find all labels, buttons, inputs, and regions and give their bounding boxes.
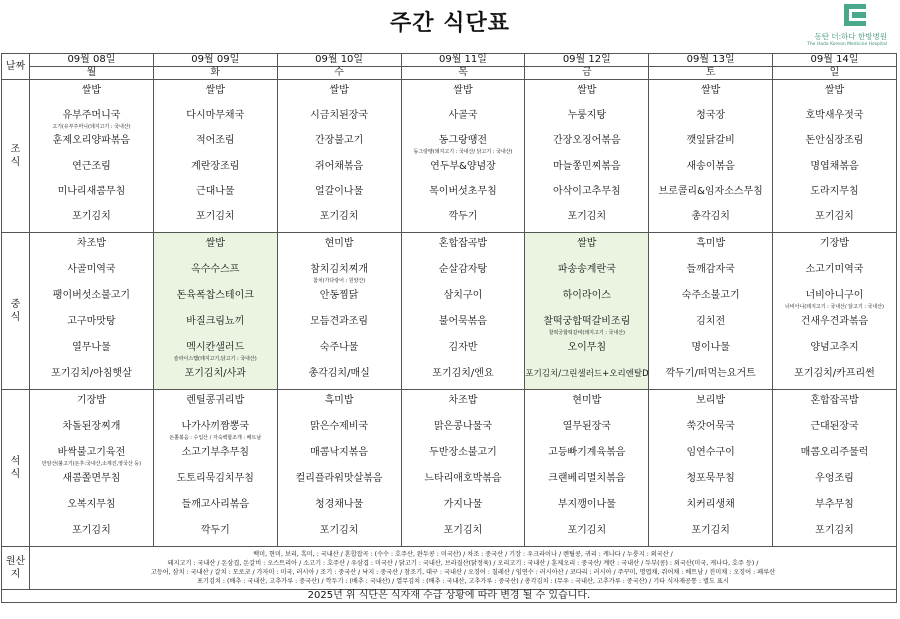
hospital-name-english: The Hada Korean Medicine Hospital — [807, 42, 887, 47]
menu-item: 깍두기/떠먹는요거트 — [665, 368, 756, 379]
menu-item: 쌀밥 — [329, 84, 349, 96]
weekday-cell: 화 — [153, 67, 277, 80]
weekday-cell: 수 — [277, 67, 401, 80]
menu-item: 김치전 — [696, 316, 726, 327]
date-cell: 09월 10일 — [277, 54, 401, 67]
dinner-cell — [30, 390, 154, 547]
hospital-logo — [807, 4, 892, 49]
menu-item: 근대나물 — [195, 186, 235, 197]
menu-item: 흑미밥 — [696, 238, 726, 249]
menu-item: 치커리생채 — [686, 499, 735, 510]
menu-item: 훈제오리양파볶음 — [52, 135, 131, 147]
weekday-cell: 토 — [649, 67, 773, 80]
menu-item: 참치김치찌개 — [310, 264, 369, 275]
origin-line: 백미, 현미, 보리, 흑미, : 국내산 / 혼합잡곡 : (수수 : 호주산, 완두콩 : 미국산) / 차조 : 중국산 / 기장 : 우크라이나 / 렌틸콩, 귀리 : 캐나다 / 누룽지 : 외국산 / — [253, 551, 673, 558]
lunch-cell — [277, 233, 401, 390]
menu-item: 미나리새콤무침 — [57, 186, 126, 197]
menu-item: 들깨고사리볶음 — [181, 499, 250, 510]
lunch-cell — [401, 233, 525, 390]
breakfast-cell — [153, 80, 277, 233]
ingredient-note: 찰떡궁합떡갈비(돼지고기 : 국내산) — [548, 330, 625, 336]
menu-item: 혼합잡곡밥 — [810, 395, 859, 406]
menu-item: 부지깽이나물 — [557, 499, 616, 510]
breakfast-cell — [30, 80, 154, 233]
menu-item: 도라지무침 — [810, 186, 859, 197]
menu-item: 쌀밥 — [453, 84, 473, 96]
menu-item: 하이라이스 — [562, 290, 611, 301]
weekday-cell: 목 — [401, 67, 525, 80]
weekday-cell: 금 — [525, 67, 649, 80]
menu-item: 쌀밥 — [205, 84, 225, 96]
menu-item: 소고기부추무침 — [181, 447, 250, 458]
menu-item: 바질크림뇨끼 — [186, 316, 245, 327]
origin-line: 돼지고기 : 국내산 / 돈삼겹, 돈갈비 : 오스트리아 / 소고기 : 호주산 / 우삼겹 : 미국산 / 닭고기 : 국내산, 브라질산(닭정육) / 오리고기 : 국내산 / 훈제오리 : 중국산/ 계란 : 국내산 / 두부(콩) : 외국산(미국, 캐나다, 호주 등) / — [167, 560, 759, 567]
menu-item: 포기김치 — [567, 525, 607, 536]
menu-item: 맑은콩나물국 — [433, 421, 492, 432]
dinner-cell — [525, 390, 649, 547]
ingredient-note: 만암산(불고기(돈후:국내산,소재진,영국산 등) — [41, 461, 142, 467]
hospital-logo-icon — [844, 4, 866, 26]
menu-item: 포기김치 — [567, 211, 607, 223]
menu-item: 유부주머니국 — [62, 110, 121, 121]
menu-item: 포기김치/카프리썬 — [794, 368, 875, 379]
menu-item: 매콤오리주물럭 — [800, 447, 869, 458]
date-cell: 09월 12일 — [525, 54, 649, 67]
menu-item: 돈육폭찹스테이크 — [176, 290, 254, 301]
menu-item: 쌀밥 — [577, 238, 597, 249]
menu-item: 숙주나물 — [319, 342, 359, 353]
menu-item: 들깨감자국 — [686, 264, 735, 275]
menu-item: 청국장 — [696, 110, 726, 121]
menu-item: 쌀밥 — [700, 84, 721, 96]
breakfast-row-header — [2, 80, 30, 233]
menu-item: 명이나물 — [691, 342, 730, 353]
menu-item: 브로콜리&임자소스무침 — [658, 186, 763, 197]
menu-item: 흑미밥 — [324, 395, 354, 406]
lunch-row-header — [2, 233, 30, 390]
lunch-cell — [649, 233, 773, 390]
menu-item: 쑥갓어묵국 — [686, 421, 735, 432]
ingredient-note: 너비아니(돼지고기 : 국내산/ 닭고기 : 국내산) — [784, 304, 884, 310]
menu-item: 임연수구이 — [686, 447, 735, 458]
menu-item: 찰떡궁합떡갈비조림 — [543, 316, 631, 327]
menu-item: 아삭이고추무침 — [552, 186, 621, 197]
menu-item: 양념고추지 — [810, 342, 859, 353]
menu-item: 고등빠기계육볶음 — [548, 447, 626, 458]
menu-item: 차돌된장찌개 — [62, 421, 121, 432]
menu-item: 열무된장국 — [562, 421, 611, 432]
menu-item: 가지나물 — [443, 499, 483, 510]
menu-item: 총각김치/매실 — [308, 368, 370, 379]
menu-item: 쌀밥 — [824, 84, 845, 96]
menu-item: 우엉조림 — [815, 473, 854, 484]
menu-item: 차조밥 — [76, 238, 106, 249]
menu-item: 소고기미역국 — [805, 264, 864, 275]
page-title: 주간 식단표 — [390, 11, 510, 36]
breakfast-cell — [401, 80, 525, 233]
lunch-cell — [153, 233, 277, 390]
menu-item: 사골국 — [448, 110, 478, 121]
ingredient-note: 고기(유부주머니(돼지고기 : 국내산) — [52, 124, 131, 130]
menu-item: 크랜베리멸치볶음 — [548, 473, 626, 484]
menu-item: 청포묵무침 — [686, 473, 735, 484]
menu-item: 호박새우젓국 — [805, 110, 864, 121]
menu-item: 포기김치 — [815, 525, 854, 536]
menu-item: 현미밥 — [324, 238, 354, 249]
menu-item: 포기김치 — [319, 525, 359, 536]
menu-item: 팽이버섯소불고기 — [52, 290, 131, 301]
menu-item: 나가사끼짬뽕국 — [181, 421, 250, 432]
menu-item: 누룽지탕 — [567, 110, 607, 121]
menu-item: 쌀밥 — [205, 238, 225, 249]
menu-item: 숙주소불고기 — [681, 290, 740, 301]
breakfast-label: 조식 — [10, 144, 21, 168]
breakfast-cell — [277, 80, 401, 233]
date-cell: 09월 13일 — [649, 54, 773, 67]
menu-item: 순살감자탕 — [438, 264, 488, 275]
menu-item: 포기김치 — [815, 211, 854, 223]
menu-item: 기장밥 — [76, 395, 106, 406]
menu-item: 쌀밥 — [81, 84, 102, 96]
menu-item: 포기김치 — [72, 525, 111, 536]
lunch-cell — [773, 233, 897, 390]
menu-item: 얼갈이나물 — [314, 186, 364, 197]
menu-item: 현미밥 — [572, 395, 602, 406]
hospital-name: 동탄 더:하다 한방병원 — [814, 32, 887, 41]
menu-item: 돈안심장조림 — [805, 135, 864, 147]
menu-item: 깍두기 — [200, 525, 230, 536]
weekday-cell: 월 — [30, 67, 154, 80]
dinner-row-header — [2, 390, 30, 547]
lunch-label: 중식 — [10, 299, 21, 323]
dinner-cell — [401, 390, 525, 547]
breakfast-cell — [773, 80, 897, 233]
weekly-menu-table — [1, 53, 897, 603]
menu-item: 매콤낙지볶음 — [310, 447, 369, 458]
menu-item: 기장밥 — [819, 238, 849, 249]
lunch-cell — [30, 233, 154, 390]
menu-item: 포기김치 — [443, 525, 483, 536]
weekday-cell: 일 — [773, 67, 897, 80]
ingredient-note: 동그랑땡(돼지고기 : 국내산/ 닭고기 : 국내산) — [413, 149, 513, 156]
menu-item: 쌀밥 — [577, 84, 597, 96]
menu-item: 쥐어채볶음 — [314, 160, 364, 172]
menu-item: 바싹불고기육전 — [57, 447, 126, 458]
menu-item: 너비아니구이 — [805, 290, 864, 301]
menu-item: 적어조림 — [195, 135, 235, 147]
menu-item: 다시마무채국 — [186, 110, 245, 121]
menu-item: 깍두기 — [448, 211, 478, 223]
menu-item: 안동찜닭 — [319, 290, 359, 301]
menu-item: 시금치된장국 — [310, 110, 369, 121]
menu-item: 연근조림 — [72, 160, 111, 172]
lunch-cell — [525, 233, 649, 390]
menu-item: 명엽채볶음 — [810, 160, 859, 172]
menu-item: 포기김치 — [319, 211, 359, 223]
menu-item: 김자반 — [448, 342, 478, 353]
menu-item: 포기김치/엔요 — [432, 368, 494, 379]
menu-item: 두반장소불고기 — [429, 447, 497, 458]
menu-item: 모듬견과조림 — [310, 316, 369, 327]
dinner-label: 석식 — [10, 456, 21, 480]
breakfast-cell — [525, 80, 649, 233]
menu-item: 렌틸콩귀리밥 — [186, 395, 245, 406]
date-row-header: 날짜 — [2, 54, 30, 80]
ingredient-note: 돈쫄볶음 : 수입산 / 자숙백합조개 : 베트남 — [169, 435, 262, 441]
menu-item: 포기김치 — [195, 211, 235, 223]
menu-item: 포기김치/아침햇살 — [51, 368, 132, 379]
menu-item: 부추무침 — [815, 499, 854, 510]
menu-item: 열무나물 — [72, 342, 111, 353]
date-cell: 09월 14일 — [773, 54, 897, 67]
dinner-cell — [277, 390, 401, 547]
menu-item: 건새우견과볶음 — [800, 316, 869, 327]
menu-item: 청경채나물 — [314, 499, 364, 510]
menu-item: 불어묵볶음 — [438, 316, 488, 327]
dinner-cell — [153, 390, 277, 547]
menu-item: 총각김치 — [691, 211, 730, 223]
menu-item: 사골미역국 — [67, 264, 116, 275]
dinner-cell — [773, 390, 897, 547]
menu-item: 보리밥 — [696, 395, 726, 406]
menu-item: 맑은수제비국 — [310, 421, 369, 432]
menu-item: 오복지무침 — [67, 499, 116, 510]
menu-item: 차조밥 — [448, 395, 478, 406]
menu-item: 혼합잡곡밥 — [438, 238, 488, 249]
origin-info — [30, 547, 897, 590]
menu-item: 깻잎닭갈비 — [686, 135, 735, 147]
ingredient-note: 참치(가다랑어 : 원양산) — [312, 278, 366, 284]
menu-item: 동그랑땡전 — [438, 135, 488, 147]
dinner-cell — [649, 390, 773, 547]
menu-item: 느타리애호박볶음 — [424, 473, 502, 484]
date-cell: 09월 09일 — [153, 54, 277, 67]
menu-item: 마늘쫑민찌볶음 — [552, 160, 621, 172]
menu-item: 도토리묵김치무침 — [176, 473, 254, 484]
menu-item: 포기김치 — [691, 525, 730, 536]
origin-line: 포기김치 : (배추 : 국내산, 고추가루 : 중국산) / 깍두기 : (배추 : 국내산) / 열무김치 : (배추 : 국내산, 고추가루 : 중국산) / 총각김치 : (무우 : 국내산, 고추가루 : 중국산) / 기타 식자재공통 : 별도 표시 — [197, 578, 729, 585]
menu-item: 간장불고기 — [314, 135, 364, 147]
date-cell: 09월 08일 — [30, 54, 154, 67]
menu-item: 고구마맛탕 — [67, 316, 116, 327]
menu-item: 멕시칸샐러드 — [186, 342, 245, 353]
menu-item: 삼치구이 — [443, 290, 483, 301]
menu-item: 새송이볶음 — [686, 160, 735, 172]
ingredient-note: 슬라이스햄(돼지고기,닭고기 : 국내산) — [173, 356, 257, 362]
menu-item: 계란장조림 — [191, 160, 240, 172]
menu-item: 포기김치/그린샐러드+오리엔탈D — [525, 369, 649, 379]
menu-item: 파송송계란국 — [557, 264, 616, 275]
menu-item: 목이버섯초무침 — [429, 186, 497, 197]
origin-row-header: 원산지 — [2, 547, 30, 590]
menu-item: 옥수수스프 — [191, 264, 240, 275]
menu-item: 간장오징어볶음 — [552, 135, 621, 147]
menu-item: 연두부&양념장 — [430, 160, 496, 172]
date-cell: 09월 11일 — [401, 54, 525, 67]
menu-item: 컬리플라워맛살볶음 — [295, 473, 383, 484]
menu-item: 오이무침 — [567, 342, 607, 353]
menu-item: 새콤쫄면무침 — [62, 473, 121, 484]
menu-item: 포기김치/사과 — [184, 368, 246, 379]
menu-item: 포기김치 — [72, 211, 111, 223]
footer-notice: 2025년 위 식단은 식자재 수급 상황에 따라 변경 될 수 있습니다. — [2, 590, 897, 603]
origin-line: 고등어, 삼치 : 국내산 / 갈치 : 모로코 / 가자미 : 미국, 러시아 / 조기 : 중국산 / 낙지 : 중국산 / 참조기, 대구 : 국내산 / 오징어 : 칠레산 / 임연수 : 러시아산 / 코다리 : 러시아 / 주꾸미, 명엽채, 쥐어채 : 베트남 / 진미채 : 오징어 : 페루산 — [150, 569, 776, 576]
menu-item: 근대된장국 — [810, 421, 859, 432]
breakfast-cell — [649, 80, 773, 233]
